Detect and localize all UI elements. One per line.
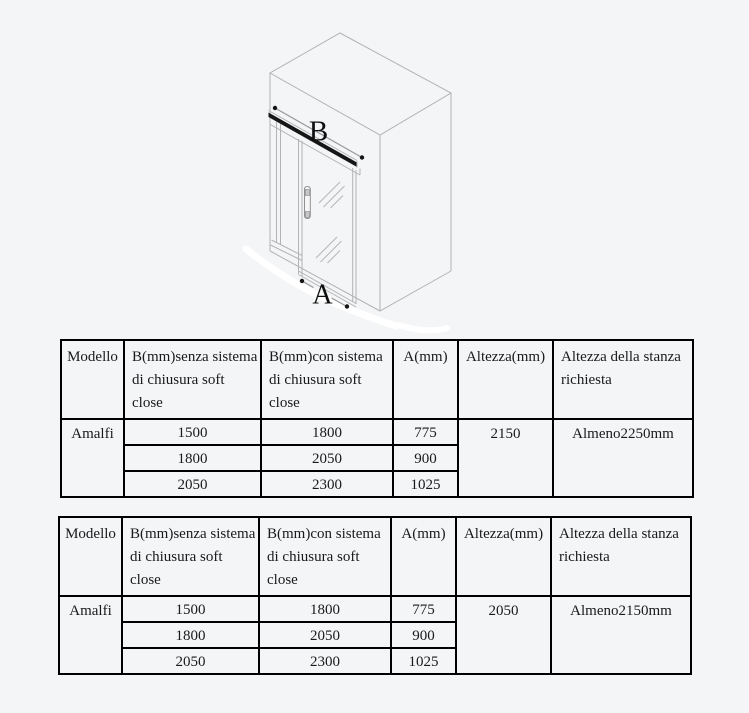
dimension-a-label: A [312, 279, 333, 311]
table-header-row [61, 340, 693, 419]
value-cell: 1025 [393, 471, 458, 497]
header-b-con: B(mm)con sistema di chiusura soft close [261, 340, 393, 419]
spec-table-altezza-2050 [58, 516, 692, 675]
door-handle-icon [305, 187, 311, 219]
dimension-b-dot-right [360, 155, 364, 159]
header-a: A(mm) [391, 517, 456, 596]
altezza-cell: 2050 [456, 596, 551, 674]
header-modello: Modello [61, 340, 124, 419]
value-cell: 1500 [124, 419, 261, 445]
value-cell: 2050 [124, 471, 261, 497]
value-cell: 1800 [124, 445, 261, 471]
header-b-senza: B(mm)senza sistema di chiusura soft close [122, 517, 259, 596]
value-cell: 775 [391, 596, 456, 622]
isometric-enclosure-drawing [0, 0, 749, 340]
value-cell: 900 [393, 445, 458, 471]
room-height-cell: Almeno2250mm [553, 419, 693, 497]
glass-reflection-lines [316, 182, 345, 263]
table-row [61, 419, 693, 445]
value-cell: 1800 [259, 596, 391, 622]
header-stanza: Altezza della stanza richiesta [553, 340, 693, 419]
table-header-row [59, 517, 691, 596]
model-cell: Amalfi [59, 596, 122, 674]
header-stanza: Altezza della stanza richiesta [551, 517, 691, 596]
shower-door-diagram [0, 0, 749, 340]
dimension-b-dot-left [273, 106, 277, 110]
value-cell: 1800 [122, 622, 259, 648]
door-frame [271, 122, 303, 261]
table-row [59, 596, 691, 622]
header-b-con: B(mm)con sistema di chiusura soft close [259, 517, 391, 596]
header-modello: Modello [59, 517, 122, 596]
dimension-a-dot-right [345, 304, 349, 308]
value-cell: 2050 [122, 648, 259, 674]
value-cell: 900 [391, 622, 456, 648]
model-cell: Amalfi [61, 419, 124, 497]
header-altezza: Altezza(mm) [456, 517, 551, 596]
value-cell: 2300 [259, 648, 391, 674]
value-cell: 2050 [259, 622, 391, 648]
header-altezza: Altezza(mm) [458, 340, 553, 419]
value-cell: 1800 [261, 419, 393, 445]
value-cell: 2050 [261, 445, 393, 471]
dimension-b-label: B [308, 115, 329, 148]
value-cell: 2300 [261, 471, 393, 497]
spec-table-altezza-2150 [60, 339, 694, 498]
value-cell: 775 [393, 419, 458, 445]
dimension-a-dot-left [300, 279, 304, 283]
header-a: A(mm) [393, 340, 458, 419]
altezza-cell: 2150 [458, 419, 553, 497]
header-b-senza: B(mm)senza sistema di chiusura soft close [124, 340, 261, 419]
value-cell: 1500 [122, 596, 259, 622]
value-cell: 1025 [391, 648, 456, 674]
room-height-cell: Almeno2150mm [551, 596, 691, 674]
